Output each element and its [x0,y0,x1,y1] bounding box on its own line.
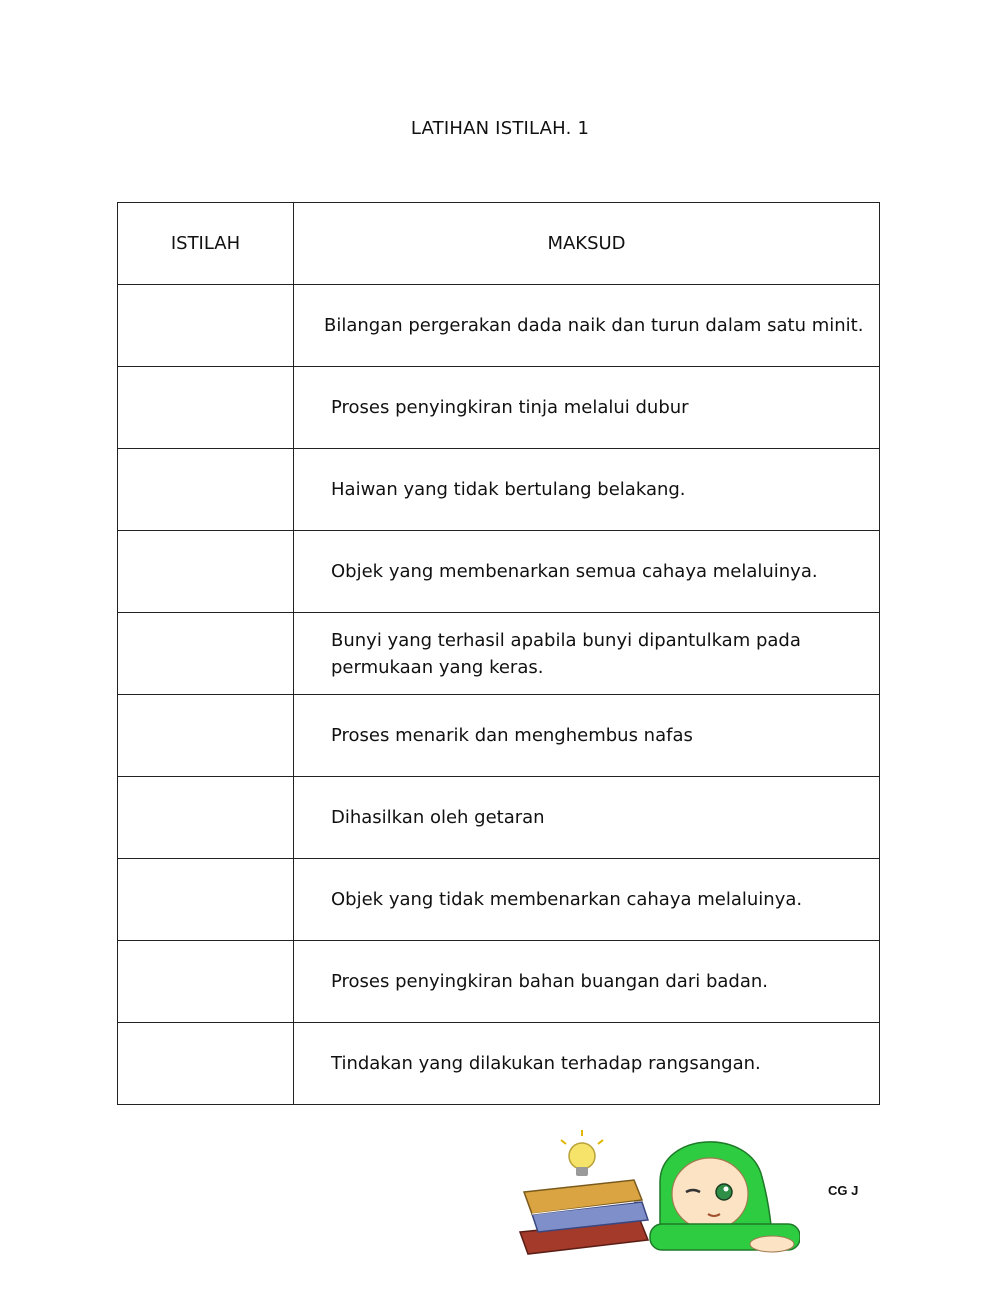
table-row [118,367,880,449]
meaning-cell: Proses menarik dan menghembus nafas [294,695,880,777]
table-row [118,449,880,531]
answer-cell[interactable] [118,285,294,367]
terms-table [117,202,880,1105]
table-row [118,859,880,941]
credit-label: CG J [828,1183,859,1198]
answer-input[interactable] [131,470,281,510]
table-row [118,285,880,367]
worksheet-title: LATIHAN ISTILAH. 1 [410,118,590,139]
header-term: ISTILAH [118,203,294,285]
meaning-cell: Proses penyingkiran bahan buangan dari badan. [294,941,880,1023]
answer-input[interactable] [131,306,281,346]
table-row [118,695,880,777]
answer-input[interactable] [131,388,281,428]
meaning-cell: Bilangan pergerakan dada naik dan turun dalam satu minit. [294,285,880,367]
table-row [118,1023,880,1105]
books-icon [520,1180,648,1254]
meaning-cell: Tindakan yang dilakukan terhadap rangsangan. [294,1023,880,1105]
answer-input[interactable] [131,962,281,1002]
meaning-cell: Haiwan yang tidak bertulang belakang. [294,449,880,531]
table-row [118,777,880,859]
answer-input[interactable] [131,716,281,756]
answer-cell[interactable] [118,449,294,531]
answer-input[interactable] [131,634,281,674]
answer-cell[interactable] [118,777,294,859]
answer-cell[interactable] [118,695,294,777]
hijab-girl-icon [650,1142,800,1252]
answer-cell[interactable] [118,941,294,1023]
answer-cell[interactable] [118,1023,294,1105]
answer-input[interactable] [131,798,281,838]
answer-input[interactable] [131,880,281,920]
header-meaning: MAKSUD [294,203,880,285]
meaning-cell: Dihasilkan oleh getaran [294,777,880,859]
answer-cell[interactable] [118,613,294,695]
answer-input[interactable] [131,1044,281,1084]
meaning-cell: Proses penyingkiran tinja melalui dubur [294,367,880,449]
meaning-cell: Objek yang tidak membenarkan cahaya melaluinya. [294,859,880,941]
answer-cell[interactable] [118,367,294,449]
table-row [118,613,880,695]
answer-input[interactable] [131,552,281,592]
table-header-row [118,203,880,285]
illustration [510,1122,800,1262]
answer-cell[interactable] [118,531,294,613]
table-row [118,941,880,1023]
lightbulb-icon [561,1130,603,1176]
meaning-cell: Bunyi yang terhasil apabila bunyi dipantulkam pada permukaan yang keras. [294,613,880,695]
table-row [118,531,880,613]
answer-cell[interactable] [118,859,294,941]
meaning-cell: Objek yang membenarkan semua cahaya melaluinya. [294,531,880,613]
